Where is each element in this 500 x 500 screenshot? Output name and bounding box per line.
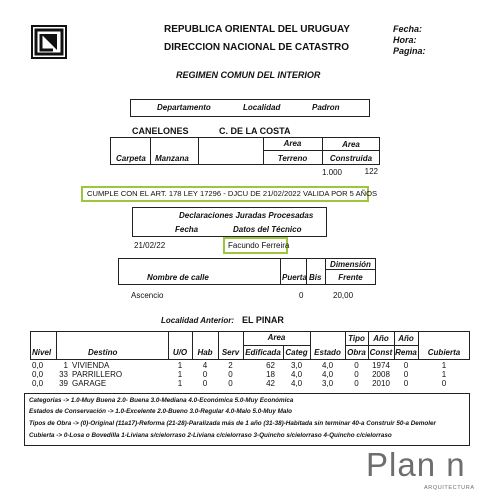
th-categ: Categ <box>285 348 308 357</box>
country-title: REPUBLICA ORIENTAL DEL URUGUAY <box>164 24 350 35</box>
localidad-value: C. DE LA COSTA <box>219 126 291 136</box>
catastro-logo-icon <box>31 25 67 59</box>
dimension-label: Dimensión <box>330 260 371 269</box>
th-rema: Rema <box>395 348 417 357</box>
th-serv: Serv <box>221 348 240 357</box>
calle-label: Nombre de calle <box>147 273 209 282</box>
th-anio-rema: Año <box>398 334 414 343</box>
th-hab: Hab <box>197 348 213 357</box>
pagina-label: Pagina: <box>393 46 426 56</box>
declarations-title: Declaraciones Juradas Procesadas <box>179 211 314 220</box>
th-destino: Destino <box>88 348 118 357</box>
th-edificada: Edificada <box>245 348 281 357</box>
departamento-value: CANELONES <box>132 126 189 136</box>
legend-cubierta: Cubierta -> 0-Losa o Bovedilla 1-Liviana s/cielorraso 2-Liviana c/cielorraso 3-Quincho s/cielorraso 4-Quincho c/cielorraso <box>29 432 392 439</box>
localidad-anterior-label: Localidad Anterior: <box>161 316 235 325</box>
declaration-fecha: 21/02/22 <box>134 241 166 250</box>
th-nivel: Nivel <box>32 348 52 357</box>
regime-title: REGIMEN COMUN DEL INTERIOR <box>176 70 321 80</box>
brand-logo: Plan n <box>366 446 466 483</box>
th-obra: Obra <box>347 348 366 357</box>
brand-subtitle: ARQUITECTURA <box>424 485 475 491</box>
office-title: DIRECCION NACIONAL DE CATASTRO <box>164 42 349 53</box>
th-uo: U/O <box>172 348 188 357</box>
legend-categorias: Categorias -> 1.0-Muy Buena 2.0- Buena 3.0-Mediana 4.0-Económica 5.0-Muy Económica <box>29 397 294 404</box>
localidad-label: Localidad <box>243 103 281 112</box>
localidad-anterior-value: EL PINAR <box>242 315 284 325</box>
legend-estados: Estados de Conservación -> 1.0-Excelente 2.0-Bueno 3.0-Regular 4.0-Malo 5.0-Muy Malo <box>29 408 292 415</box>
construida-label: Construida <box>329 154 373 163</box>
calle-value: Ascencio <box>131 291 164 300</box>
declaration-tecnico: Facundo Ferreira <box>228 241 290 250</box>
catastro-logo <box>31 25 67 59</box>
declarations-tecnico-label: Datos del Técnico <box>233 225 302 234</box>
notice-text: CUMPLE CON EL ART. 178 LEY 17296 - DJCU DE 21/02/2022 VALIDA POR 5 AÑOS <box>87 189 378 198</box>
th-estado: Estado <box>314 348 341 357</box>
hora-label: Hora: <box>393 35 417 45</box>
th-tipo: Tipo <box>348 334 365 343</box>
construida-value: 122 <box>364 167 378 176</box>
terreno-value: 1.000 <box>321 168 342 177</box>
frente-label: Frente <box>338 273 363 282</box>
area-terreno-label: Area <box>283 139 302 148</box>
area-construida-label: Area <box>342 140 360 149</box>
th-anio-const: Año <box>373 334 389 343</box>
table-row: 0,0 1 VIVIENDA 1 4 2 62 3,0 4,0 0 1974 0 1 <box>32 361 447 370</box>
th-area: Area <box>267 333 286 342</box>
table-row: 0,0 33 PARRILLERO 1 0 0 18 4,0 4,0 0 2008 0 1 <box>32 370 447 379</box>
th-const: Const <box>369 348 393 357</box>
manzana-label: Manzana <box>155 154 189 163</box>
padron-label: Padron <box>312 103 340 112</box>
fecha-label: Fecha: <box>393 24 423 34</box>
puerta-value: 0 <box>299 291 304 300</box>
table-row: 0,0 39 GARAGE 1 0 0 42 4,0 3,0 0 2010 0 0 <box>32 379 447 388</box>
legend-tipos-obra: Tipos de Obra -> (0)-Original (11a17)-Reforma (21-28)-Paralizada más de 1 año (31-38)-Habitada sin terminar 40-a Construir 50-a Demoler <box>29 420 436 427</box>
puerta-label: Puerta <box>282 273 307 282</box>
frente-value: 20,00 <box>333 291 354 300</box>
terreno-label: Terreno <box>277 154 308 163</box>
declarations-fecha-label: Fecha <box>175 225 199 234</box>
departamento-label: Departamento <box>157 103 211 112</box>
th-cubierta: Cubierta <box>427 348 461 357</box>
carpeta-label: Carpeta <box>116 154 146 163</box>
bis-label: Bis <box>309 273 322 282</box>
